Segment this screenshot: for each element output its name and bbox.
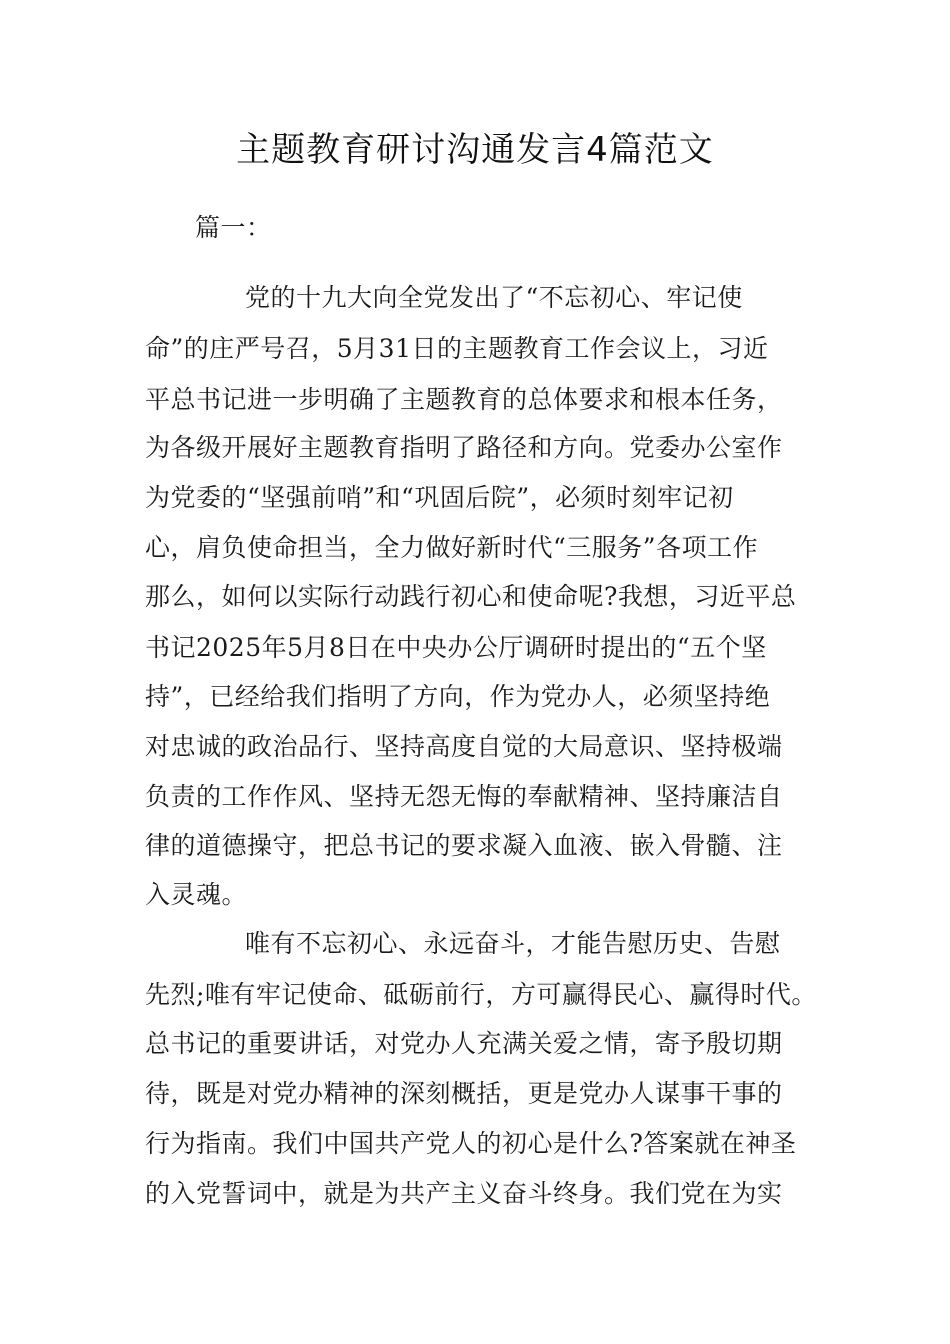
paragraph-line: 总书记的重要讲话，对党办人充满关爱之情，寄予殷切期 xyxy=(145,1029,783,1058)
paragraph-line: 律的道德操守，把总书记的要求凝入血液、嵌入骨髓、注 xyxy=(145,831,783,860)
paragraph-line: 书记2025年5月8日在中央办公厅调研时提出的“五个坚 xyxy=(145,633,767,662)
paragraph-line: 命”的庄严号召，5月31日的主题教育工作会议上，习近 xyxy=(145,334,769,363)
section-label: 篇一： xyxy=(195,213,272,242)
paragraph-line: 持”，已经给我们指明了方向，作为党办人，必须坚持绝 xyxy=(145,682,771,711)
paragraph-line: 的入党誓词中，就是为共产主义奋斗终身。我们党在为实 xyxy=(145,1179,783,1208)
document-title: 主题教育研讨沟通发言4篇范文 xyxy=(236,130,714,170)
paragraph-line: 平总书记进一步明确了主题教育的总体要求和根本任务， xyxy=(145,385,783,414)
paragraph-line: 入灵魂。 xyxy=(145,880,248,909)
paragraph-line: 心，肩负使命担当，全力做好新时代“三服务”各项工作 xyxy=(145,533,759,562)
paragraph-line: 为各级开展好主题教育指明了路径和方向。党委办公室作 xyxy=(145,433,783,462)
paragraph-line: 唯有不忘初心、永远奋斗，才能告慰历史、告慰 xyxy=(245,929,781,958)
paragraph-line: 为党委的“坚强前哨”和“巩固后院”，必须时刻牢记初 xyxy=(145,483,734,512)
paragraph-line: 行为指南。我们中国共产党人的初心是什么?答案就在神圣 xyxy=(145,1129,797,1158)
paragraph-line: 负责的工作作风、坚持无怨无悔的奉献精神、坚持廉洁自 xyxy=(145,782,783,811)
paragraph-line: 那么，如何以实际行动践行初心和使命呢?我想，习近平总 xyxy=(145,582,797,611)
paragraph-line: 待，既是对党办精神的深刻概括，更是党办人谋事干事的 xyxy=(145,1079,783,1108)
paragraph-line: 先烈;唯有牢记使命、砥砺前行，方可赢得民心、赢得时代。 xyxy=(145,980,817,1009)
paragraph-line: 对忠诚的政治品行、坚持高度自觉的大局意识、坚持极端 xyxy=(145,732,783,761)
paragraph-line: 党的十九大向全党发出了“不忘初心、牢记使 xyxy=(245,283,743,312)
